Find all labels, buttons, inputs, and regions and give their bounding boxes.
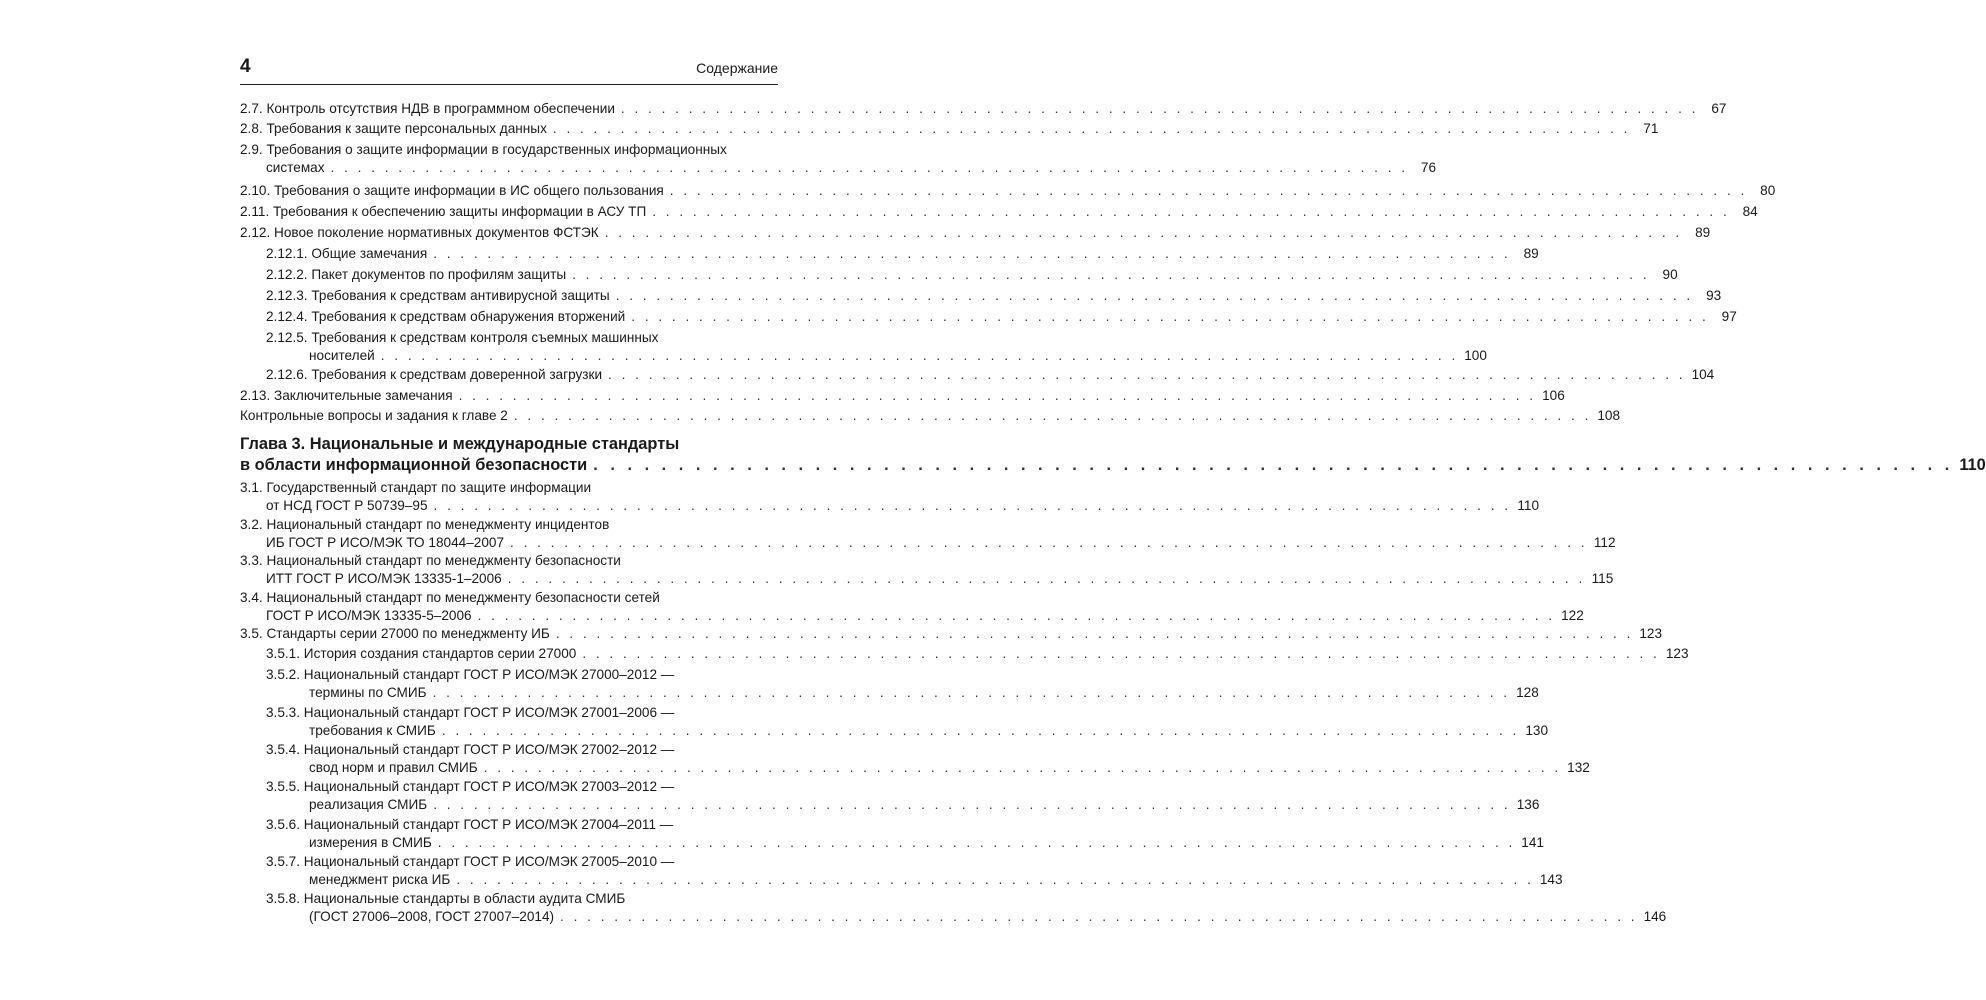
dot-leader: . . . . . . . . . . . . . . . . . . . . . . . . . . . . . . . . . . . . . . . . . . . . . . . . . . . . . . . . . . . . . . . . . . . . . . . . . . . . . . . . xyxy=(608,367,1686,382)
toc-entry-number: 3.5.2. xyxy=(266,667,304,682)
dot-leader: . . . . . . . . . . . . . . . . . . . . . . . . . . . . . . . . . . . . . . . . . . . . . . . . . . . . . . . . . . . . . . . . . . . . . . . . . . . . . . . . xyxy=(330,160,1409,175)
toc-entry-number: 2.10. xyxy=(240,183,275,198)
dot-leader: . . . . . . . . . . . . . . . . . . . . . . . . . . . . . . . . . . . . . . . . . . . . . . . . . . . . . . . . . . . . . . . . . . . . . . . . . . . . . . . . xyxy=(433,246,1511,261)
toc-entry[interactable] xyxy=(266,287,1722,305)
toc-entry-continuation: требования к СМИБ xyxy=(309,723,436,738)
toc-entry-number: 3.3. xyxy=(240,553,267,568)
toc-entry-title: Национальный стандарт по менеджменту безопасности xyxy=(266,553,621,568)
toc-page-number: 89 xyxy=(1695,225,1711,240)
toc-entry-title: Общие замечания xyxy=(311,246,428,261)
toc-entry-continuation: измерения в СМИБ xyxy=(309,835,432,850)
toc-entry[interactable] xyxy=(240,552,1614,588)
toc-entry[interactable] xyxy=(240,387,1565,405)
toc-entry-continuation: ГОСТ Р ИСО/МЭК 13335-5–2006 xyxy=(266,608,472,623)
toc-entry[interactable] xyxy=(266,245,1539,263)
toc-entry-title: Национальные стандарты в области аудита СМИБ xyxy=(303,891,626,906)
toc-page-number: 122 xyxy=(1561,608,1584,623)
toc-entry-title: Требования о защите информации в государственных информационных xyxy=(266,142,727,157)
toc-entry[interactable] xyxy=(240,625,1663,643)
toc-entry-number: 3.5.8. xyxy=(266,891,304,906)
toc-entry-title: Глава 3. Национальные и международные стандарты xyxy=(240,435,680,453)
toc-entry-number: 3.5. xyxy=(240,626,267,641)
dot-leader: . . . . . . . . . . . . . . . . . . . . . . . . . . . . . . . . . . . . . . . . . . . . . . . . . . . . . . . . . . . . . . . . . . . . . . . . . . . . . . . . xyxy=(631,309,1709,324)
dot-leader: . . . . . . . . . . . . . . . . . . . . . . . . . . . . . . . . . . . . . . . . . . . . . . . . . . . . . . . . . . . . . . . . . . . . . . . . . . . . . . . . xyxy=(510,535,1588,550)
dot-leader: . . . . . . . . . . . . . . . . . . . . . . . . . . . . . . . . . . . . . . . . . . . . . . . . . . . . . . . . . . . . . . . . . . . . . . . . . . . . . . . . xyxy=(572,267,1650,282)
toc-entry-number: 2.12.3. xyxy=(266,288,312,303)
toc-entry[interactable] xyxy=(266,778,1540,814)
toc-page-number: 104 xyxy=(1691,367,1715,382)
toc-page-number: 130 xyxy=(1525,723,1549,738)
toc-page-number: 110 xyxy=(1959,456,1986,474)
dot-leader: . . . . . . . . . . . . . . . . . . . . . . . . . . . . . . . . . . . . . . . . . . . . . . . . . . . . . . . . . . . . . . . . . . . . . . . . . . . . . . . . xyxy=(669,183,1748,198)
toc-entry-continuation: менеджмент риска ИБ xyxy=(309,872,451,887)
toc-entry-number: 2.13. xyxy=(240,388,275,403)
toc-entry-number: 3.5.7. xyxy=(266,854,304,869)
toc-entry-number: 3.5.6. xyxy=(266,817,304,832)
toc-page-number: 115 xyxy=(1591,571,1614,586)
toc-entry-title: Национальный стандарт ГОСТ Р ИСО/МЭК 27001–2006 — xyxy=(303,705,675,720)
toc-page-number: 112 xyxy=(1593,535,1616,550)
toc-entry-title: Стандарты серии 27000 по менеджменту ИБ xyxy=(266,626,550,641)
toc-page-number: 146 xyxy=(1643,909,1667,924)
dot-leader: . . . . . . . . . . . . . . . . . . . . . . . . . . . . . . . . . . . . . . . . . . . . . . . . . . . . . . . . . . . . . . . . . . . . . . . . . . . . . . . . xyxy=(458,388,1537,403)
toc-entry-number: 3.4. xyxy=(240,590,267,605)
toc-entry-number: 2.8. xyxy=(240,121,267,136)
toc-entry-number: 3.1. xyxy=(240,480,267,495)
toc-page-number: 97 xyxy=(1721,309,1737,324)
dot-leader: . . . . . . . . . . . . . . . . . . . . . . . . . . . . . . . . . . . . . . . . . . . . . . . . . . . . . . . . . . . . . . . . . . . . . . . . . . . . . . . . xyxy=(437,835,1516,850)
toc-page-number: 76 xyxy=(1420,160,1437,175)
dot-leader: . . . . . . . . . . . . . . . . . . . . . . . . . . . . . . . . . . . . . . . . . . . . . . . . . . . . . . . . . . . . . . . . . . . . . . . . . . . . . . . . xyxy=(432,685,1511,700)
dot-leader: . . . . . . . . . . . . . . . . . . . . . . . . . . . . . . . . . . . . . . . . . . . . . . . . . . . . . . . . . . . . . . . . . . . . . . . . . . . . . . . . xyxy=(582,646,1660,661)
toc-page-number: 100 xyxy=(1464,348,1487,363)
toc-entry-title: Заключительные замечания xyxy=(274,388,453,403)
toc-entry-continuation: в области информационной безопасности xyxy=(240,456,588,474)
toc-entry-title: Национальный стандарт ГОСТ Р ИСО/МЭК 27003–2012 — xyxy=(303,779,675,794)
toc-entry-continuation: ИТТ ГОСТ Р ИСО/МЭК 13335-1–2006 xyxy=(266,571,502,586)
toc-entry-number: 2.12.1. xyxy=(266,246,312,261)
toc-page-number: 108 xyxy=(1597,408,1621,423)
toc-page-number: 84 xyxy=(1742,204,1758,219)
toc-entry-number: 3.5.1. xyxy=(266,646,304,661)
toc-entry-continuation: термины по СМИБ xyxy=(309,685,427,700)
toc-entry-title: История создания стандартов серии 27000 xyxy=(303,646,577,661)
toc-entry[interactable] xyxy=(266,741,1590,777)
toc-page-number: 123 xyxy=(1665,646,1689,661)
dot-leader: . . . . . . . . . . . . . . . . . . . . . . . . . . . . . . . . . . . . . . . . . . . . . . . . . . . . . . . . . . . . . . . . . . . . . . . . . . . . . . . . xyxy=(615,288,1694,303)
toc-page-number: 132 xyxy=(1567,760,1590,775)
toc-entry-title: Требования к защите персональных данных xyxy=(266,121,547,136)
toc-entry-number: 3.5.3. xyxy=(266,705,304,720)
dot-leader: . . . . . . . . . . . . . . . . . . . . . . . . . . . . . . . . . . . . . . . . . . . . . . . . . . . . . . . . . . . . . . . . . . . . . . . . . . . . . . . . xyxy=(477,608,1556,623)
toc-entry-number: 2.11. xyxy=(240,204,274,219)
toc-entry-number: 2.9. xyxy=(240,142,267,157)
toc-entry[interactable] xyxy=(240,589,1584,625)
toc-entry-number: 3.2. xyxy=(240,517,267,532)
toc-page-number: 106 xyxy=(1542,388,1565,403)
toc-entry-continuation: (ГОСТ 27006–2008, ГОСТ 27007–2014) xyxy=(309,909,555,924)
toc-entry-title: Требования к обеспечению защиты информации в АСУ ТП xyxy=(273,204,647,219)
toc-entry-continuation: от НСД ГОСТ Р 50739–95 xyxy=(266,498,428,513)
toc-entry[interactable] xyxy=(240,479,1540,515)
dot-leader: . . . . . . . . . . . . . . . . . . . . . . . . . . . . . . . . . . . . . . . . . . . . . . . . . . . . . . . . . . . . . . . . . . . . . . . . . . . . . . . . xyxy=(513,408,1592,423)
toc-entry-number: 2.7. xyxy=(240,101,267,116)
toc-entry[interactable] xyxy=(266,853,1563,889)
dot-leader: . . . . . . . . . . . . . . . . . . . . . . . . . . . . . . . . . . . . . . . . . . . . . . . . . . . . . . . . . . . . . . . . . . . . . . . . . . . . . . . . xyxy=(560,909,1638,924)
toc-entry-title: Национальный стандарт ГОСТ Р ИСО/МЭК 27002–2012 — xyxy=(303,742,675,757)
dot-leader: . . . . . . . . . . . . . . . . . . . . . . . . . . . . . . . . . . . . . . . . . . . . . . . . . . . . . . . . . . . . . . . . . . . . . . . . . . . . . . . . xyxy=(652,204,1730,219)
toc-entry-continuation: свод норм и правил СМИБ xyxy=(309,760,478,775)
toc-entry-number: 3.5.5. xyxy=(266,779,304,794)
toc-entry[interactable] xyxy=(266,366,1715,384)
dot-leader: . . . . . . . . . . . . . . . . . . . . . . . . . . . . . . . . . . . . . . . . . . . . . . . . . . . . . . . . . . . . . . . . . . . . . . . . . . . . . . . . xyxy=(433,797,1511,812)
toc-entry-title: Национальный стандарт ГОСТ Р ИСО/МЭК 27005–2010 — xyxy=(303,854,675,869)
toc-entry-title: Требования к средствам контроля съемных машинных xyxy=(311,330,659,345)
toc-entry-title: Требования к средствам доверенной загрузки xyxy=(311,367,603,382)
toc-page-number: 67 xyxy=(1711,101,1727,116)
dot-leader: . . . . . . . . . . . . . . . . . . . . . . . . . . . . . . . . . . . . . . . . . . . . . . . . . . . . . . . . . . . . . . . . . . . . . . . . . . . . . . . . xyxy=(483,760,1562,775)
dot-leader: . . . . . . . . . . . . . . . . . . . . . . . . . . . . . . . . . . . . . . . . . . . . . . . . . . . . . . . . . . . . . . . . . . . . . . . . . . . . . . . . xyxy=(604,225,1683,240)
dot-leader: . . . . . . . . . . . . . . . . . . . . . . . . . . . . . . . . . . . . . . . . . . . . . . . . . . . . . . . . . . . . . . . . . . . . . . . . . . . . . . . . xyxy=(441,723,1520,738)
toc-entry[interactable] xyxy=(240,516,1616,552)
toc-entry[interactable] xyxy=(240,141,1437,177)
toc-entry-continuation: ИБ ГОСТ Р ИСО/МЭК ТО 18044–2007 xyxy=(266,535,505,550)
toc-entry[interactable] xyxy=(266,816,1544,852)
toc-entry[interactable] xyxy=(266,704,1549,740)
toc-entry-number: 2.12.5. xyxy=(266,330,312,345)
toc-entry[interactable] xyxy=(240,434,1986,476)
toc-entry[interactable] xyxy=(240,407,1621,425)
toc-entry-continuation: системах xyxy=(266,160,325,175)
toc-entry-title: Контрольные вопросы и задания к главе 2 xyxy=(240,408,508,423)
dot-leader: . . . . . . . . . . . . . . . . . . . . . . . . . . . . . . . . . . . . . . . . . . . . . . . . . . . . . . . . . . . . . . . . . . . . . . . . . . . . . . . . xyxy=(507,571,1586,586)
dot-leader: . . . . . . . . . . . . . . . . . . . . . . . . . . . . . . . . . . . . . . . . . . . . . . . . . . . . . . . . . . . . . . . . . . . . . . . . . . . . . . . . xyxy=(593,456,1954,474)
toc-entry-title: Государственный стандарт по защите информации xyxy=(266,480,592,495)
page-number: 4 xyxy=(240,56,251,77)
toc-entry-title: Требования к средствам антивирусной защиты xyxy=(311,288,610,303)
header-rule xyxy=(240,84,778,85)
toc-page-number: 136 xyxy=(1516,797,1540,812)
toc-entry-continuation: носителей xyxy=(309,348,375,363)
toc-entry-title: Национальный стандарт ГОСТ Р ИСО/МЭК 27004–2011 — xyxy=(303,817,674,832)
toc-page-number: 128 xyxy=(1516,685,1539,700)
toc-entry-number: 2.12. xyxy=(240,225,275,240)
toc-entry[interactable] xyxy=(240,224,1711,242)
dot-leader: . . . . . . . . . . . . . . . . . . . . . . . . . . . . . . . . . . . . . . . . . . . . . . . . . . . . . . . . . . . . . . . . . . . . . . . . . . . . . . . . xyxy=(433,498,1512,513)
toc-entry[interactable] xyxy=(266,329,1487,365)
dot-leader: . . . . . . . . . . . . . . . . . . . . . . . . . . . . . . . . . . . . . . . . . . . . . . . . . . . . . . . . . . . . . . . . . . . . . . . . . . . . . . . . xyxy=(552,121,1631,136)
toc-entry[interactable] xyxy=(266,645,1689,663)
toc-entry[interactable] xyxy=(266,890,1667,926)
toc-page-number: 110 xyxy=(1517,498,1540,513)
dot-leader: . . . . . . . . . . . . . . . . . . . . . . . . . . . . . . . . . . . . . . . . . . . . . . . . . . . . . . . . . . . . . . . . . . . . . . . . . . . . . . . . xyxy=(456,872,1534,887)
toc-entry[interactable] xyxy=(266,266,1678,284)
toc-page-number: 80 xyxy=(1760,183,1776,198)
dot-leader: . . . . . . . . . . . . . . . . . . . . . . . . . . . . . . . . . . . . . . . . . . . . . . . . . . . . . . . . . . . . . . . . . . . . . . . . . . . . . . . . xyxy=(555,626,1634,641)
toc-entry-number: 2.12.2. xyxy=(266,267,312,282)
toc-entry-title: Контроль отсутствия НДВ в программном обеспечении xyxy=(266,101,615,116)
toc-entry[interactable] xyxy=(266,666,1539,702)
toc-entry[interactable] xyxy=(266,308,1737,326)
toc-page-number: 141 xyxy=(1521,835,1544,850)
toc-page-number: 89 xyxy=(1523,246,1539,261)
toc-entry[interactable] xyxy=(240,203,1758,221)
toc-entry[interactable] xyxy=(240,100,1727,118)
toc-page-number: 71 xyxy=(1643,121,1659,136)
toc-page-number: 143 xyxy=(1539,872,1563,887)
toc-entry-title: Требования о защите информации в ИС общего пользования xyxy=(274,183,664,198)
toc-page-number: 90 xyxy=(1662,267,1678,282)
toc-entry[interactable] xyxy=(240,120,1659,138)
toc-entry-title: Национальный стандарт по менеджменту безопасности сетей xyxy=(266,590,660,605)
toc-page-number: 93 xyxy=(1706,288,1722,303)
toc-entry-title: Национальный стандарт по менеджменту инцидентов xyxy=(266,517,610,532)
toc-entry-title: Национальный стандарт ГОСТ Р ИСО/МЭК 27000–2012 — xyxy=(303,667,675,682)
toc-entry-title: Пакет документов по профилям защиты xyxy=(311,267,567,282)
toc-page-number: 123 xyxy=(1639,626,1663,641)
running-head: Содержание xyxy=(696,60,778,76)
toc-entry-number: 3.5.4. xyxy=(266,742,304,757)
toc-entry-title: Требования к средствам обнаружения вторжений xyxy=(311,309,626,324)
toc-entry-continuation: реализация СМИБ xyxy=(309,797,428,812)
dot-leader: . . . . . . . . . . . . . . . . . . . . . . . . . . . . . . . . . . . . . . . . . . . . . . . . . . . . . . . . . . . . . . . . . . . . . . . . . . . . . . . . xyxy=(620,101,1699,116)
toc-entry-title: Новое поколение нормативных документов ФСТЭК xyxy=(274,225,599,240)
dot-leader: . . . . . . . . . . . . . . . . . . . . . . . . . . . . . . . . . . . . . . . . . . . . . . . . . . . . . . . . . . . . . . . . . . . . . . . . . . . . . . . . xyxy=(380,348,1459,363)
toc-entry-number: 2.12.6. xyxy=(266,367,312,382)
toc-entry[interactable] xyxy=(240,182,1776,200)
toc-entry-number: 2.12.4. xyxy=(266,309,312,324)
